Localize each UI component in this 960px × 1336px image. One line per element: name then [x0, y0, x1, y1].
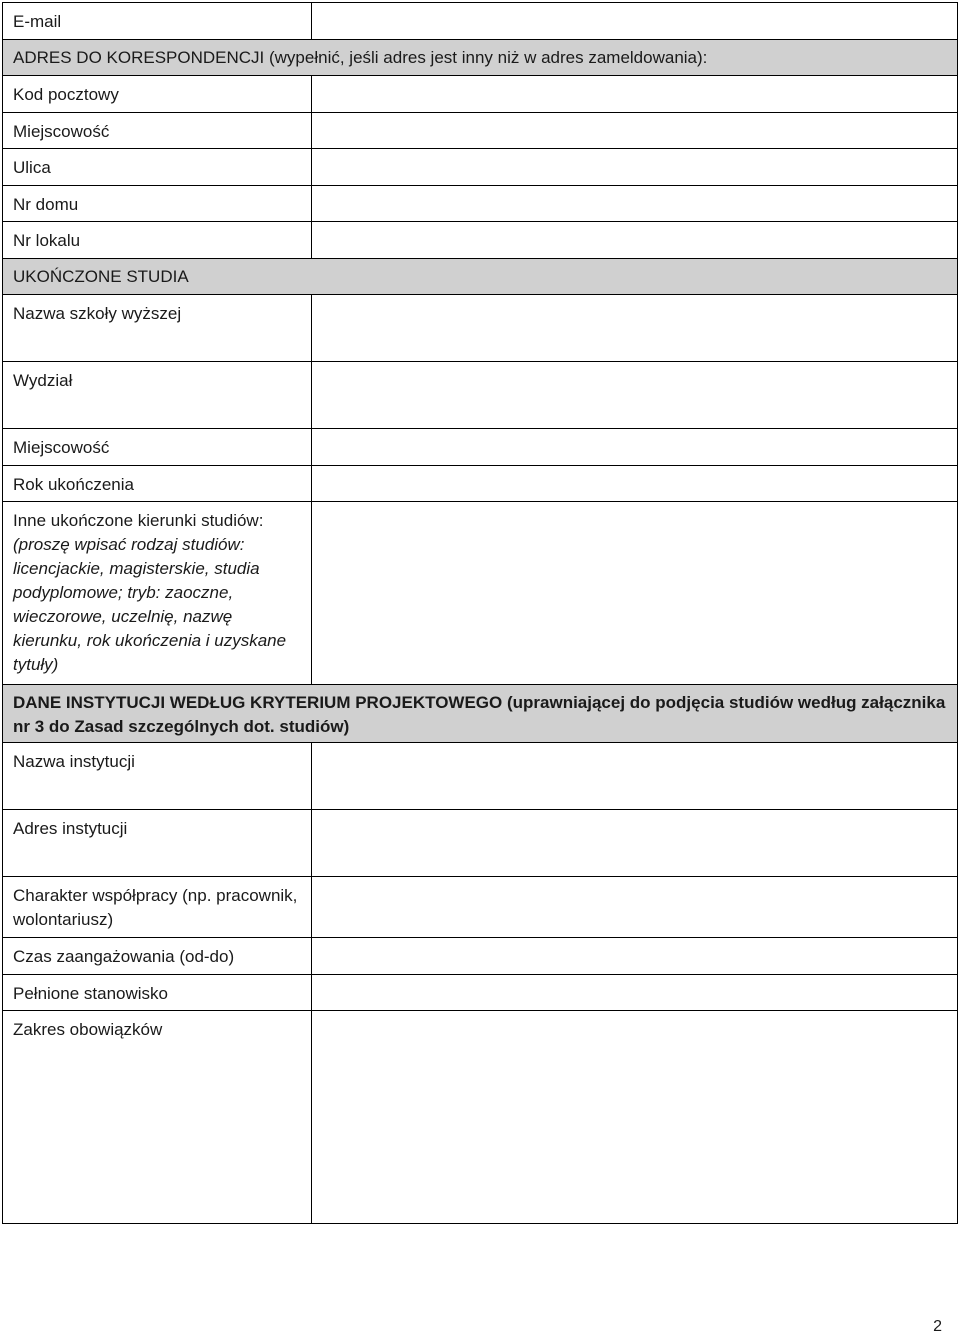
- university-name-row: [3, 295, 958, 362]
- graduation-year-label: Rok ukończenia: [3, 466, 312, 502]
- studies-city-row: [3, 429, 958, 466]
- studies-section-title: UKOŃCZONE STUDIA: [13, 267, 189, 286]
- duties-field[interactable]: [312, 1011, 958, 1224]
- cooperation-type-label: Charakter współpracy (np. pracownik, wolontariusz): [3, 877, 312, 938]
- institution-address-field[interactable]: [312, 810, 958, 877]
- position-field[interactable]: [312, 975, 958, 1011]
- email-row: [3, 3, 958, 40]
- postal-code-field[interactable]: [312, 76, 958, 113]
- graduation-year-field[interactable]: [312, 466, 958, 502]
- graduation-year-row: [3, 466, 958, 502]
- email-field[interactable]: [312, 3, 958, 40]
- cooperation-type-row: [3, 877, 958, 938]
- city-label: Miejscowość: [3, 113, 312, 149]
- institution-name-label: Nazwa instytucji: [3, 743, 312, 810]
- apartment-number-label: Nr lokalu: [3, 222, 312, 259]
- street-label: Ulica: [3, 149, 312, 186]
- postal-code-row: [3, 76, 958, 113]
- application-form-table: [2, 2, 958, 1224]
- duties-label: Zakres obowiązków: [3, 1011, 312, 1224]
- studies-section-row: [3, 259, 958, 295]
- institution-section-header: [3, 685, 958, 743]
- house-number-field[interactable]: [312, 186, 958, 222]
- duties-row: [3, 1011, 958, 1224]
- city-row: [3, 113, 958, 149]
- studies-section-header: [3, 259, 958, 295]
- position-row: [3, 975, 958, 1011]
- studies-city-label: Miejscowość: [3, 429, 312, 466]
- other-studies-hint: (proszę wpisać rodzaj studiów: licencjackie, magisterskie, studia podyplomowe; tryb: zaoczne, wieczorowe, uczelnię, nazwę kierunku, rok ukończenia i uzyskane tytuły): [13, 535, 287, 674]
- institution-section-title: DANE INSTYTUCJI WEDŁUG KRYTERIUM PROJEKTOWEGO (uprawniającej do podjęcia studiów według załącznika nr 3 do Zasad szczególnych dot. studiów): [13, 693, 946, 736]
- university-name-field[interactable]: [312, 295, 958, 362]
- other-studies-row: [3, 502, 958, 685]
- other-studies-cell: [3, 502, 312, 685]
- postal-code-label: Kod pocztowy: [3, 76, 312, 113]
- other-studies-field[interactable]: [312, 502, 958, 685]
- faculty-row: [3, 362, 958, 429]
- apartment-number-row: [3, 222, 958, 259]
- street-row: [3, 149, 958, 186]
- institution-address-label: Adres instytucji: [3, 810, 312, 877]
- correspondence-section-header: [3, 40, 958, 76]
- institution-address-row: [3, 810, 958, 877]
- institution-name-field[interactable]: [312, 743, 958, 810]
- faculty-field[interactable]: [312, 362, 958, 429]
- cooperation-type-field[interactable]: [312, 877, 958, 938]
- house-number-row: [3, 186, 958, 222]
- correspondence-section-row: [3, 40, 958, 76]
- studies-city-field[interactable]: [312, 429, 958, 466]
- university-name-label: Nazwa szkoły wyższej: [3, 295, 312, 362]
- faculty-label: Wydział: [3, 362, 312, 429]
- engagement-period-label: Czas zaangażowania (od-do): [3, 938, 312, 975]
- email-label: E-mail: [3, 3, 312, 40]
- correspondence-section-title: ADRES DO KORESPONDENCJI (wypełnić, jeśli adres jest inny niż w adres zameldowania):: [13, 48, 708, 67]
- engagement-period-field[interactable]: [312, 938, 958, 975]
- institution-section-row: [3, 685, 958, 743]
- engagement-period-row: [3, 938, 958, 975]
- page-number: 2: [933, 1318, 942, 1335]
- apartment-number-field[interactable]: [312, 222, 958, 259]
- position-label: Pełnione stanowisko: [3, 975, 312, 1011]
- street-field[interactable]: [312, 149, 958, 186]
- house-number-label: Nr domu: [3, 186, 312, 222]
- other-studies-label: Inne ukończone kierunki studiów:: [13, 511, 264, 530]
- institution-name-row: [3, 743, 958, 810]
- city-field[interactable]: [312, 113, 958, 149]
